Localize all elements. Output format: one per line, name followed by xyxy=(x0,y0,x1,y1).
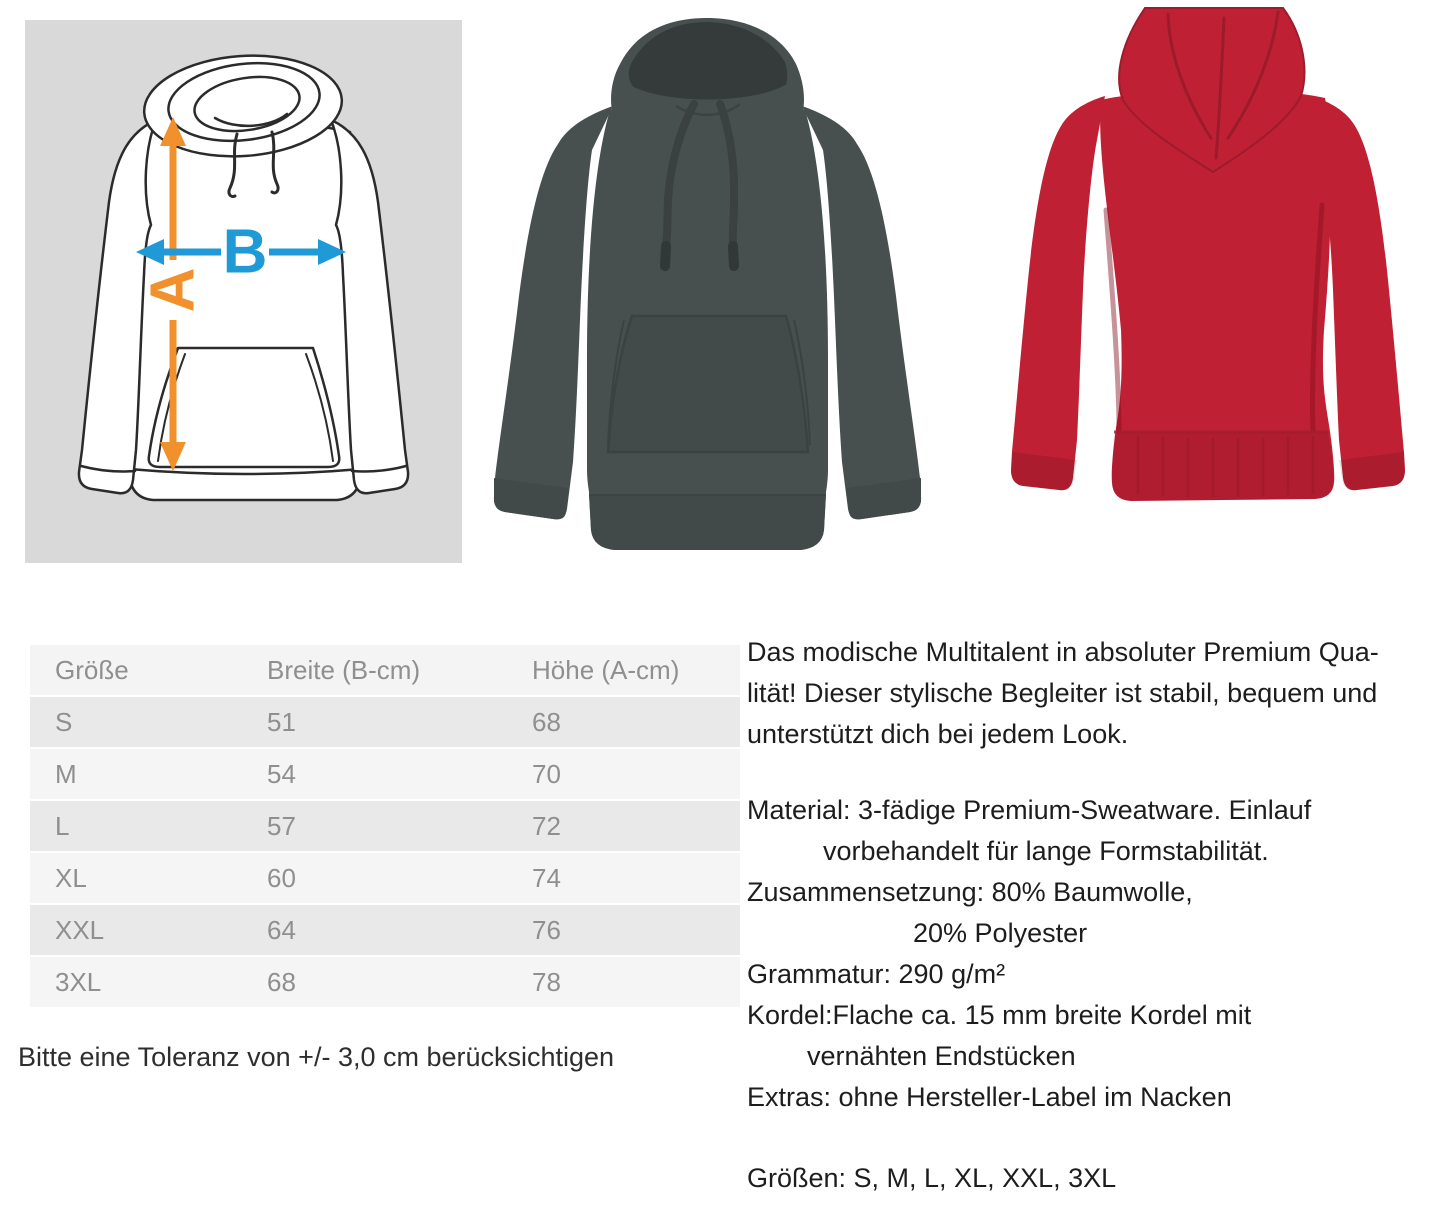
description-line: Grammatur: 290 g/m² xyxy=(747,959,1006,989)
hoodie-measure-illustration xyxy=(25,20,462,563)
column-header: Breite (B-cm) xyxy=(266,645,531,695)
table-row xyxy=(30,853,740,903)
table-cell: 51 xyxy=(266,697,531,747)
table-cell: 70 xyxy=(531,749,740,799)
product-photo-back xyxy=(973,0,1443,575)
description-line: Größen: S, M, L, XL, XXL, 3XL xyxy=(747,1163,1117,1193)
table-cell: L xyxy=(30,801,266,851)
column-header: Höhe (A-cm) xyxy=(531,645,740,695)
table-row xyxy=(30,697,740,747)
measure-label-b: B xyxy=(222,217,268,287)
measure-label-a: A xyxy=(138,267,208,313)
table-cell: 74 xyxy=(531,853,740,903)
table-row xyxy=(30,749,740,799)
table-cell: 68 xyxy=(266,957,531,1007)
description-line: vorbehandelt für lange Formstabilität. xyxy=(823,836,1269,866)
description-line: Das modische Multitalent in absoluter Premium Qua- xyxy=(747,637,1379,667)
table-cell: 78 xyxy=(531,957,740,1007)
table-row xyxy=(30,957,740,1007)
description-line: Material: 3-fädige Premium-Sweatware. Einlauf xyxy=(747,795,1312,825)
tolerance-note: Bitte eine Toleranz von +/- 3,0 cm berücksichtigen xyxy=(18,1042,615,1072)
table-cell: 54 xyxy=(266,749,531,799)
size-table xyxy=(30,643,740,1009)
table-cell: 64 xyxy=(266,905,531,955)
table-cell: 57 xyxy=(266,801,531,851)
description-line: lität! Dieser stylische Begleiter ist stabil, bequem und xyxy=(747,678,1378,708)
description-line: Extras: ohne Hersteller-Label im Nacken xyxy=(747,1082,1232,1112)
description-line: Zusammensetzung: 80% Baumwolle, xyxy=(747,877,1193,907)
table-cell: 72 xyxy=(531,801,740,851)
table-row xyxy=(30,801,740,851)
table-cell: S xyxy=(30,697,266,747)
description-line: vernähten Endstücken xyxy=(807,1041,1076,1071)
hoodie-front-pocket xyxy=(608,316,808,452)
table-row xyxy=(30,905,740,955)
size-table-body xyxy=(30,697,740,1007)
size-diagram-panel xyxy=(25,20,462,563)
product-description xyxy=(747,632,1437,1199)
column-header: Größe xyxy=(30,645,266,695)
size-table-header-row xyxy=(30,645,740,695)
description-line: unterstützt dich bei jedem Look. xyxy=(747,719,1129,749)
table-cell: M xyxy=(30,749,266,799)
table-cell: 76 xyxy=(531,905,740,955)
table-cell: 68 xyxy=(531,697,740,747)
hoodie-back-image xyxy=(973,0,1443,575)
table-cell: 60 xyxy=(266,853,531,903)
hoodie-front-image xyxy=(470,0,945,575)
description-line: 20% Polyester xyxy=(913,918,1088,948)
table-cell: XXL xyxy=(30,905,266,955)
description-line: Kordel:Flache ca. 15 mm breite Kordel mit xyxy=(747,1000,1252,1030)
product-photo-front xyxy=(470,0,945,575)
table-cell: XL xyxy=(30,853,266,903)
table-cell: 3XL xyxy=(30,957,266,1007)
